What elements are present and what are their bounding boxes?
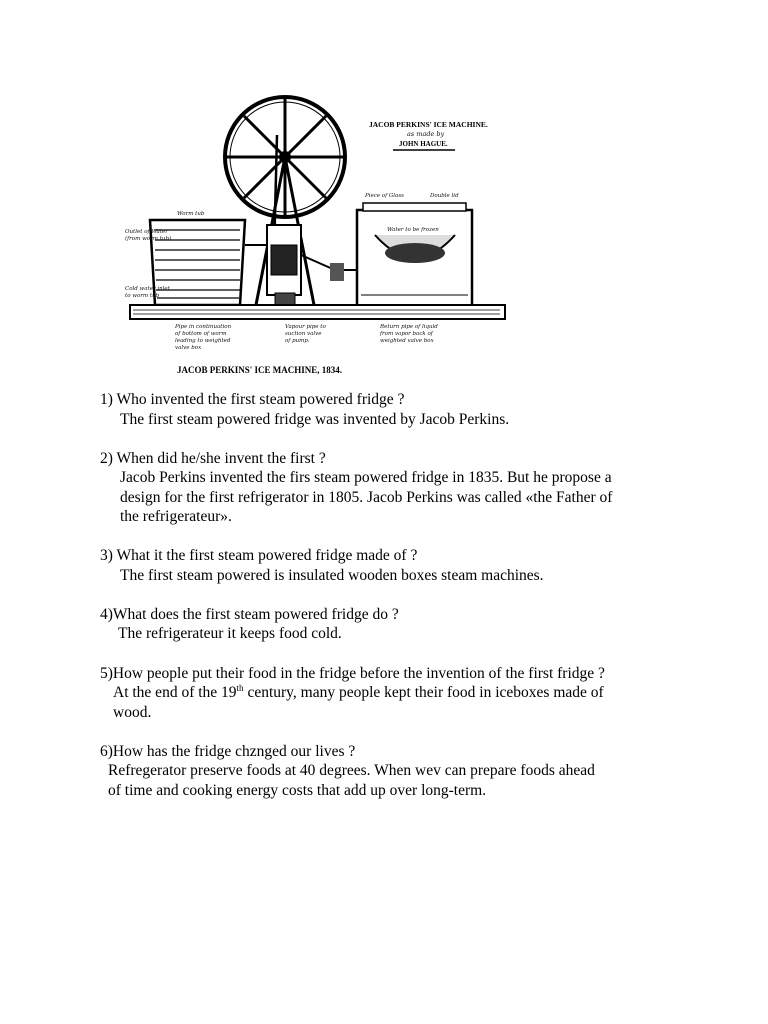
answer-3-line-1: The first steam powered is insulated wooden boxes steam machines. bbox=[120, 567, 544, 584]
answer-6-line-1: Refregerator preserve foods at 40 degrees. When wev can prepare foods ahead bbox=[108, 762, 595, 779]
answer-5-superscript: th bbox=[236, 682, 244, 693]
label-vapour-3: of pump. bbox=[285, 338, 310, 344]
label-vapour-2: suction valve bbox=[285, 331, 322, 337]
answer-2-line-1: Jacob Perkins invented the firs steam powered fridge in 1835. But he propose a bbox=[120, 469, 612, 486]
question-6: 6)How has the fridge chznged our lives ? bbox=[100, 743, 356, 760]
label-outlet: Outlet of Water bbox=[125, 229, 168, 235]
answer-5-line-1-before: At the end of the 19 bbox=[113, 684, 237, 701]
label-return-2: from vapor back of bbox=[380, 331, 433, 337]
question-5: 5)How people put their food in the fridge before the invention of the first fridge ? bbox=[100, 665, 605, 682]
question-4: 4)What does the first steam powered fridge do ? bbox=[100, 606, 399, 623]
label-outlet-note: (from worm tub) bbox=[125, 236, 172, 242]
answer-6-line-2: of time and cooking energy costs that add up over long-term. bbox=[108, 782, 487, 799]
answer-5-line-1-after: century, many people kept their food in iceboxes made of bbox=[243, 684, 604, 701]
engraving-title: JACOB PERKINS' ICE MACHINE. bbox=[369, 120, 488, 129]
label-water-frozen: Water to be frozen bbox=[387, 227, 439, 233]
label-double-lid: Double lid bbox=[430, 193, 459, 199]
label-cold-water: Cold water inlet bbox=[125, 286, 170, 292]
answer-4-line-1: The refrigerateur it keeps food cold. bbox=[118, 625, 342, 642]
label-worm-tub: Worm tub bbox=[177, 211, 205, 217]
figure-caption: JACOB PERKINS' ICE MACHINE, 1834. bbox=[177, 365, 343, 375]
question-1: 1) Who invented the first steam powered fridge ? bbox=[100, 391, 405, 408]
answer-5-line-1 bbox=[113, 683, 604, 703]
answer-5-line-2: wood. bbox=[113, 704, 152, 721]
label-piece-of-glass: Piece of Glass bbox=[365, 193, 404, 199]
label-cold-water-note: to worm tub bbox=[125, 293, 160, 299]
question-2: 2) When did he/she invent the first ? bbox=[100, 450, 326, 467]
label-return-3: weighted valve box bbox=[380, 338, 434, 344]
label-pipe-4: valve box bbox=[175, 345, 202, 351]
answer-2-line-3: the refrigerateur». bbox=[120, 508, 232, 525]
engraving-maker: JOHN HAGUE. bbox=[399, 140, 448, 148]
answer-1-line-1: The first steam powered fridge was invented by Jacob Perkins. bbox=[120, 411, 510, 428]
label-return-1: Return pipe of liquid bbox=[380, 324, 438, 330]
label-pipe-1: Pipe in continuation bbox=[175, 324, 232, 330]
label-vapour-1: Vapour pipe to bbox=[285, 324, 326, 330]
question-3: 3) What it the first steam powered fridge made of ? bbox=[100, 547, 418, 564]
label-pipe-3: leading to weighted bbox=[175, 338, 231, 344]
answer-2-line-2: design for the first refrigerator in 1805. Jacob Perkins was called «the Father of bbox=[120, 489, 613, 506]
engraving-subtitle: as made by bbox=[407, 130, 445, 138]
label-pipe-2: of bottom of worm bbox=[175, 331, 227, 337]
